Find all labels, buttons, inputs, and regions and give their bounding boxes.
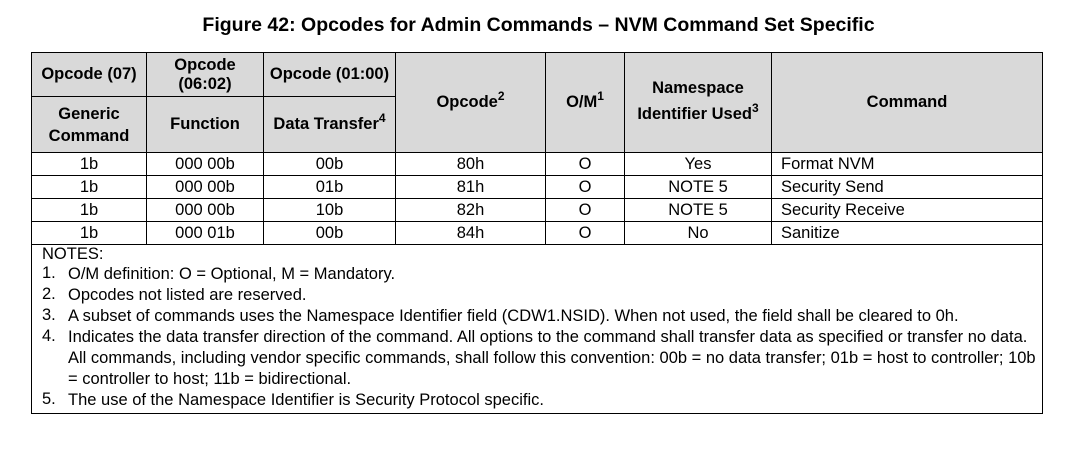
cell-generic: 1b	[32, 176, 147, 199]
header-nsid-label: Namespace Identifier Used	[637, 78, 752, 123]
note-item	[42, 285, 1042, 306]
cell-nsid: NOTE 5	[625, 199, 772, 222]
cell-data-transfer: 00b	[264, 153, 396, 176]
cell-function: 000 01b	[147, 222, 264, 245]
header-om	[546, 53, 625, 153]
cell-command: Format NVM	[772, 153, 1043, 176]
cell-om: O	[546, 153, 625, 176]
cell-opcode: 80h	[396, 153, 546, 176]
note-text: A subset of commands uses the Namespace Identifier field (CDW1.NSID). When not used, the field shall be cleared to 0h.	[68, 307, 959, 325]
figure-title: Figure 42: Opcodes for Admin Commands – NVM Command Set Specific	[202, 14, 875, 36]
cell-nsid: Yes	[625, 153, 772, 176]
header-data-transfer-label: Data Transfer	[273, 115, 379, 133]
cell-generic: 1b	[32, 153, 147, 176]
opcodes-table	[31, 52, 1043, 414]
note-number: 4.	[42, 327, 56, 345]
cell-om: O	[546, 222, 625, 245]
cell-data-transfer: 01b	[264, 176, 396, 199]
table-row	[32, 222, 1043, 245]
cell-function: 000 00b	[147, 199, 264, 222]
cell-data-transfer: 10b	[264, 199, 396, 222]
header-command: Command	[772, 53, 1043, 153]
table-row	[32, 199, 1043, 222]
header-generic-command: Generic Command	[32, 97, 147, 153]
header-function: Function	[147, 97, 264, 153]
cell-command: Sanitize	[772, 222, 1043, 245]
notes-block	[32, 245, 1043, 414]
cell-command: Security Send	[772, 176, 1043, 199]
note-text: Indicates the data transfer direction of the command. All options to the command shall transfer data as specified or transfer no data. All commands, including vendor specific commands, shall follow this convention: 00b = no data transfer; 01b = host to controller; 10b = controller to host; 11b = bidirectional.	[68, 328, 1036, 388]
header-opcode-06-02: Opcode (06:02)	[147, 53, 264, 97]
cell-opcode: 82h	[396, 199, 546, 222]
cell-command: Security Receive	[772, 199, 1043, 222]
header-om-note: 1	[597, 89, 604, 103]
cell-nsid: No	[625, 222, 772, 245]
header-opcode	[396, 53, 546, 153]
note-text: O/M definition: O = Optional, M = Mandatory.	[68, 265, 396, 283]
header-nsid-used	[625, 53, 772, 153]
note-item	[42, 264, 1042, 285]
cell-om: O	[546, 176, 625, 199]
cell-generic: 1b	[32, 199, 147, 222]
header-nsid-note: 3	[751, 100, 759, 115]
table-row	[32, 153, 1043, 176]
notes-heading: NOTES:	[42, 245, 104, 263]
cell-generic: 1b	[32, 222, 147, 245]
header-data-transfer	[264, 97, 396, 153]
cell-function: 000 00b	[147, 176, 264, 199]
note-text: The use of the Namespace Identifier is Security Protocol specific.	[68, 391, 544, 409]
table-row	[32, 176, 1043, 199]
note-number: 1.	[42, 264, 56, 282]
note-number: 2.	[42, 285, 56, 303]
notes-list	[42, 264, 1042, 411]
note-item	[42, 327, 1042, 390]
header-om-label: O/M	[566, 93, 598, 111]
header-opcode-note: 2	[497, 89, 505, 103]
header-opcode-07: Opcode (07)	[32, 53, 147, 97]
cell-om: O	[546, 199, 625, 222]
note-text: Opcodes not listed are reserved.	[68, 286, 307, 304]
header-data-transfer-note: 4	[378, 111, 386, 125]
cell-nsid: NOTE 5	[625, 176, 772, 199]
cell-data-transfer: 00b	[264, 222, 396, 245]
note-number: 5.	[42, 390, 56, 408]
note-item	[42, 390, 1042, 411]
header-opcode-label: Opcode	[436, 93, 498, 111]
note-number: 3.	[42, 306, 56, 324]
header-opcode-01-00: Opcode (01:00)	[264, 53, 396, 97]
cell-opcode: 81h	[396, 176, 546, 199]
cell-opcode: 84h	[396, 222, 546, 245]
note-item	[42, 306, 1042, 327]
cell-function: 000 00b	[147, 153, 264, 176]
